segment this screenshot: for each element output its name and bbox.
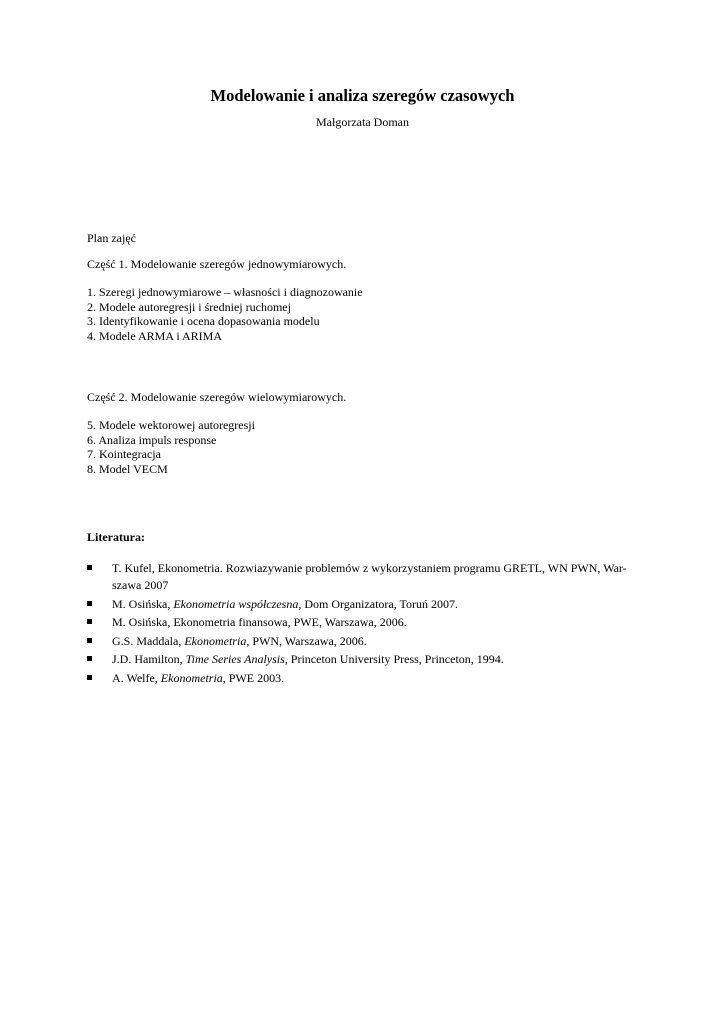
literature-item <box>87 633 647 650</box>
bullet-icon <box>87 565 92 570</box>
literature-heading: Literatura: <box>87 530 145 544</box>
literature-item <box>87 560 647 594</box>
part2-heading: Część 2. Modelowanie szeregów wielowymiarowych. <box>87 390 347 404</box>
list-item: 8. Model VECM <box>87 461 168 476</box>
literature-text: A. Welfe <box>112 670 155 685</box>
literature-text: J.D. Hamilton, <box>112 652 186 666</box>
literature-title: , Ekonometria <box>154 670 223 685</box>
literature-text-cont: szawa 2007 <box>112 578 169 592</box>
document-title: Modelowanie i analiza szeregów czasowych <box>210 86 515 105</box>
part2-list <box>87 418 255 476</box>
list-item: 6. Analiza impuls response <box>87 432 217 447</box>
literature-item <box>87 670 647 687</box>
literature-title: Ekonometria <box>184 633 247 648</box>
bullet-icon <box>87 601 92 606</box>
literature-text: , PWE 2003. <box>222 670 285 685</box>
bullet-icon <box>87 675 92 680</box>
literature-title: Time Series Analysis <box>185 652 285 666</box>
part1-list <box>87 285 363 343</box>
part1-heading: Część 1. Modelowanie szeregów jednowymiarowych. <box>87 257 347 271</box>
literature-text: , PWN, Warszawa, 2006. <box>246 633 367 648</box>
plan-heading: Plan zajęć <box>87 231 136 245</box>
literature-text: , Princeton University Press, Princeton, 1994. <box>284 652 504 666</box>
bullet-icon <box>87 619 92 624</box>
literature-text: T. Kufel, Ekonometria. Rozwiazywanie problemów z wykorzystaniem programu GRETL, WN PWN, War- <box>112 561 627 575</box>
bullet-icon <box>87 638 92 643</box>
literature-list <box>87 560 647 688</box>
literature-item <box>87 614 647 631</box>
literature-text: G.S. Maddala, <box>112 633 185 648</box>
list-item: 1. Szeregi jednowymiarowe – własności i diagnozowanie <box>87 285 363 299</box>
literature-text: M. Osińska, Ekonometria finansowa, PWE, Warszawa, 2006. <box>112 615 407 629</box>
literature-title: Ekonometria współczesna <box>173 596 299 611</box>
list-item: 2. Modele autoregresji i średniej ruchomej <box>87 299 291 314</box>
literature-item <box>87 596 647 613</box>
list-item: 7. Kointegracja <box>87 447 161 461</box>
list-item: 5. Modele wektorowej autoregresji <box>87 418 255 432</box>
literature-text: M. Osińska, <box>112 596 174 611</box>
document-author: Małgorzata Doman <box>316 115 409 129</box>
literature-text: , Dom Organizatora, Toruń 2007. <box>298 596 459 611</box>
list-item: 3. Identyfikowanie i ocena dopasowania modelu <box>87 314 320 328</box>
literature-item <box>87 651 647 668</box>
list-item: 4. Modele ARMA i ARIMA <box>87 328 223 343</box>
bullet-icon <box>87 656 92 661</box>
